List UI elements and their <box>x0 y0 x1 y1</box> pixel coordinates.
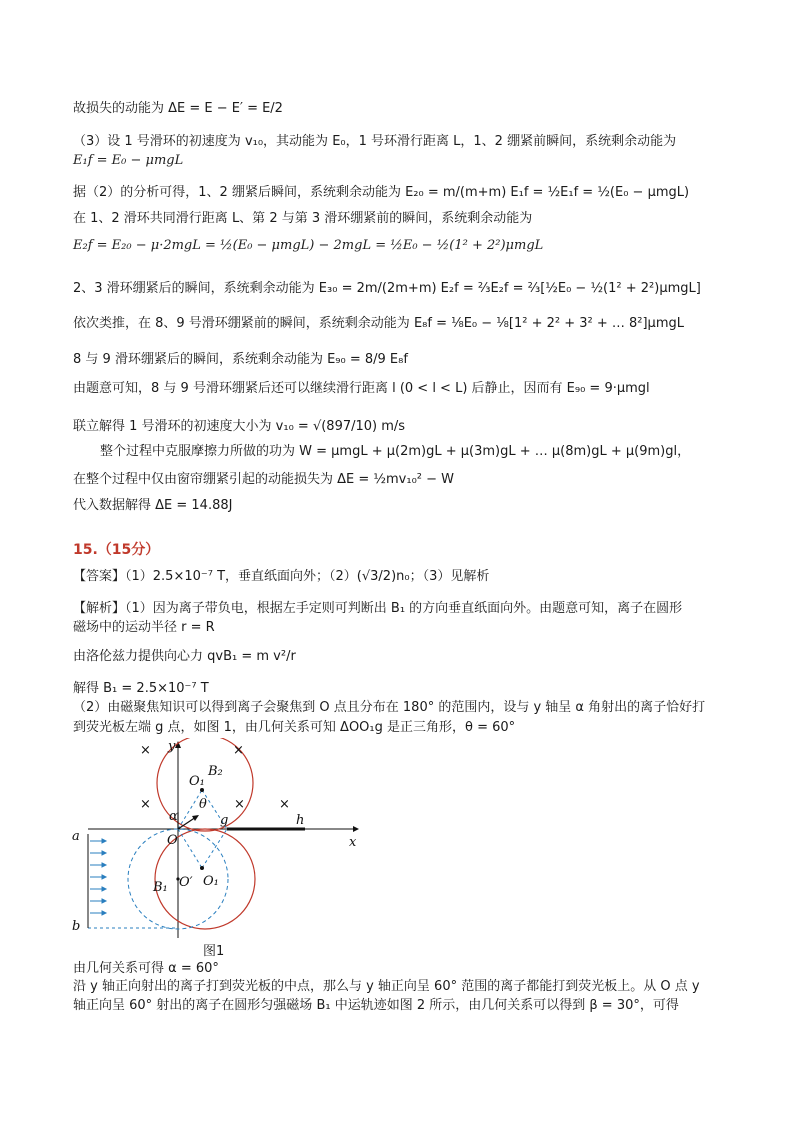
text-line: 8 与 9 滑环绷紧后的瞬间，系统剩余动能为 E₉₀ = 8/9 E₈f <box>73 352 408 367</box>
text-line: 整个过程中克服摩擦力所做的功为 W = μmgL + μ(2m)gL + μ(3m)gL + … μ(8m)gL + μ(9m)gl， <box>100 444 691 459</box>
oprime-label: O′ <box>179 875 193 890</box>
cross-mark: × <box>233 743 244 758</box>
figure-caption: 图1 <box>203 944 225 959</box>
text-line: 据（2）的分析可得，1、2 绷紧后瞬间，系统剩余动能为 E₂₀ = m/(m+m) E₁f = ½E₁f = ½(E₀ − μmgL) <box>73 185 690 200</box>
answer-line: 【答案】（1）2.5×10⁻⁷ T，垂直纸面向外；（2）(√3/2)n₀；（3）见解析 <box>73 569 490 584</box>
figure-1-diagram <box>68 738 368 960</box>
origin-label: O <box>167 833 178 848</box>
o1-top-label: O₁ <box>189 774 205 789</box>
text-line: 在 1、2 滑环共同滑行距离 L、第 2 与第 3 滑环绷紧前的瞬间，系统剩余动能为 <box>73 211 533 226</box>
text-line: 磁场中的运动半径 r = R <box>73 620 215 635</box>
text-line: 依次类推，在 8、9 号滑环绷紧前的瞬间，系统剩余动能为 E₈f = ⅛E₀ − ⅛[1² + 2² + 3² + … 8²]μmgL <box>73 316 684 331</box>
equation-line: E₂f = E₂₀ − μ·2mgL = ½(E₀ − μmgL) − 2mgL = ½E₀ − ½(1² + 2²)μmgL <box>73 238 544 253</box>
cross-mark: × <box>234 797 245 812</box>
text-line: 由洛伦兹力提供向心力 qvB₁ = m v²/r <box>73 649 296 664</box>
text-line: 在整个过程中仅由窗帘绷紧引起的动能损失为 ΔE = ½mv₁₀² − W <box>73 472 454 487</box>
text-line: （2）由磁聚焦知识可以得到离子会聚焦到 O 点且分布在 180° 的范围内，设与 y 轴呈 α 角射出的离子恰好打 <box>73 700 706 715</box>
a-label: a <box>72 829 80 844</box>
cross-mark: × <box>140 743 151 758</box>
text-line: 解得 B₁ = 2.5×10⁻⁷ T <box>73 681 209 696</box>
alpha-label: α <box>169 809 178 824</box>
o1-bottom-label: O₁ <box>203 874 219 889</box>
text-line: 代入数据解得 ΔE = 14.88J <box>73 498 233 513</box>
text-line: 2、3 滑环绷紧后的瞬间，系统剩余动能为 E₃₀ = 2m/(2m+m) E₂f = ⅔E₂f = ⅔[½E₀ − ½(1² + 2²)μmgL] <box>73 281 701 296</box>
x-axis-label: x <box>349 835 357 850</box>
text-line: 由几何关系可得 α = 60° <box>73 961 219 976</box>
b2-label: B₂ <box>208 764 223 779</box>
cross-mark: × <box>279 797 290 812</box>
question-number: 15.（15分） <box>73 542 160 558</box>
cross-mark: × <box>140 797 151 812</box>
text-line: （3）设 1 号滑环的初速度为 v₁₀，其动能为 E₀，1 号环滑行距离 L，1、2 绷紧前瞬间，系统剩余动能为 <box>73 134 677 149</box>
equation-line: E₁f = E₀ − μmgL <box>73 153 184 168</box>
b-label: b <box>72 919 81 934</box>
y-axis-label: y <box>168 739 176 754</box>
text-line: 故损失的动能为 ΔE = E − E′ = E/2 <box>73 101 283 116</box>
g-label: g <box>220 813 229 828</box>
analysis-line: 【解析】（1）因为离子带负电，根据左手定则可判断出 B₁ 的方向垂直纸面向外。由题意可知，离子在圆形 <box>73 601 683 616</box>
h-label: h <box>296 813 305 828</box>
theta-label: θ <box>199 797 207 812</box>
text-line: 由题意可知，8 与 9 号滑环绷紧后还可以继续滑行距离 l (0 < l < L) 后静止，因而有 E₉₀ = 9·μmgl <box>73 381 650 396</box>
b1-label: B₁ <box>153 880 168 895</box>
text-line: 到荧光板左端 g 点，如图 1，由几何关系可知 ΔOO₁g 是正三角形，θ = 60° <box>73 720 516 735</box>
text-line: 沿 y 轴正向射出的离子打到荧光板的中点，那么与 y 轴正向呈 60° 范围的离子都能打到荧光板上。从 O 点 y <box>73 979 700 994</box>
text-line: 联立解得 1 号滑环的初速度大小为 v₁₀ = √(897/10) m/s <box>73 419 406 434</box>
text-line: 轴正向呈 60° 射出的离子在圆形匀强磁场 B₁ 中运轨迹如图 2 所示，由几何关系可以得到 β = 30°，可得 <box>73 998 679 1013</box>
